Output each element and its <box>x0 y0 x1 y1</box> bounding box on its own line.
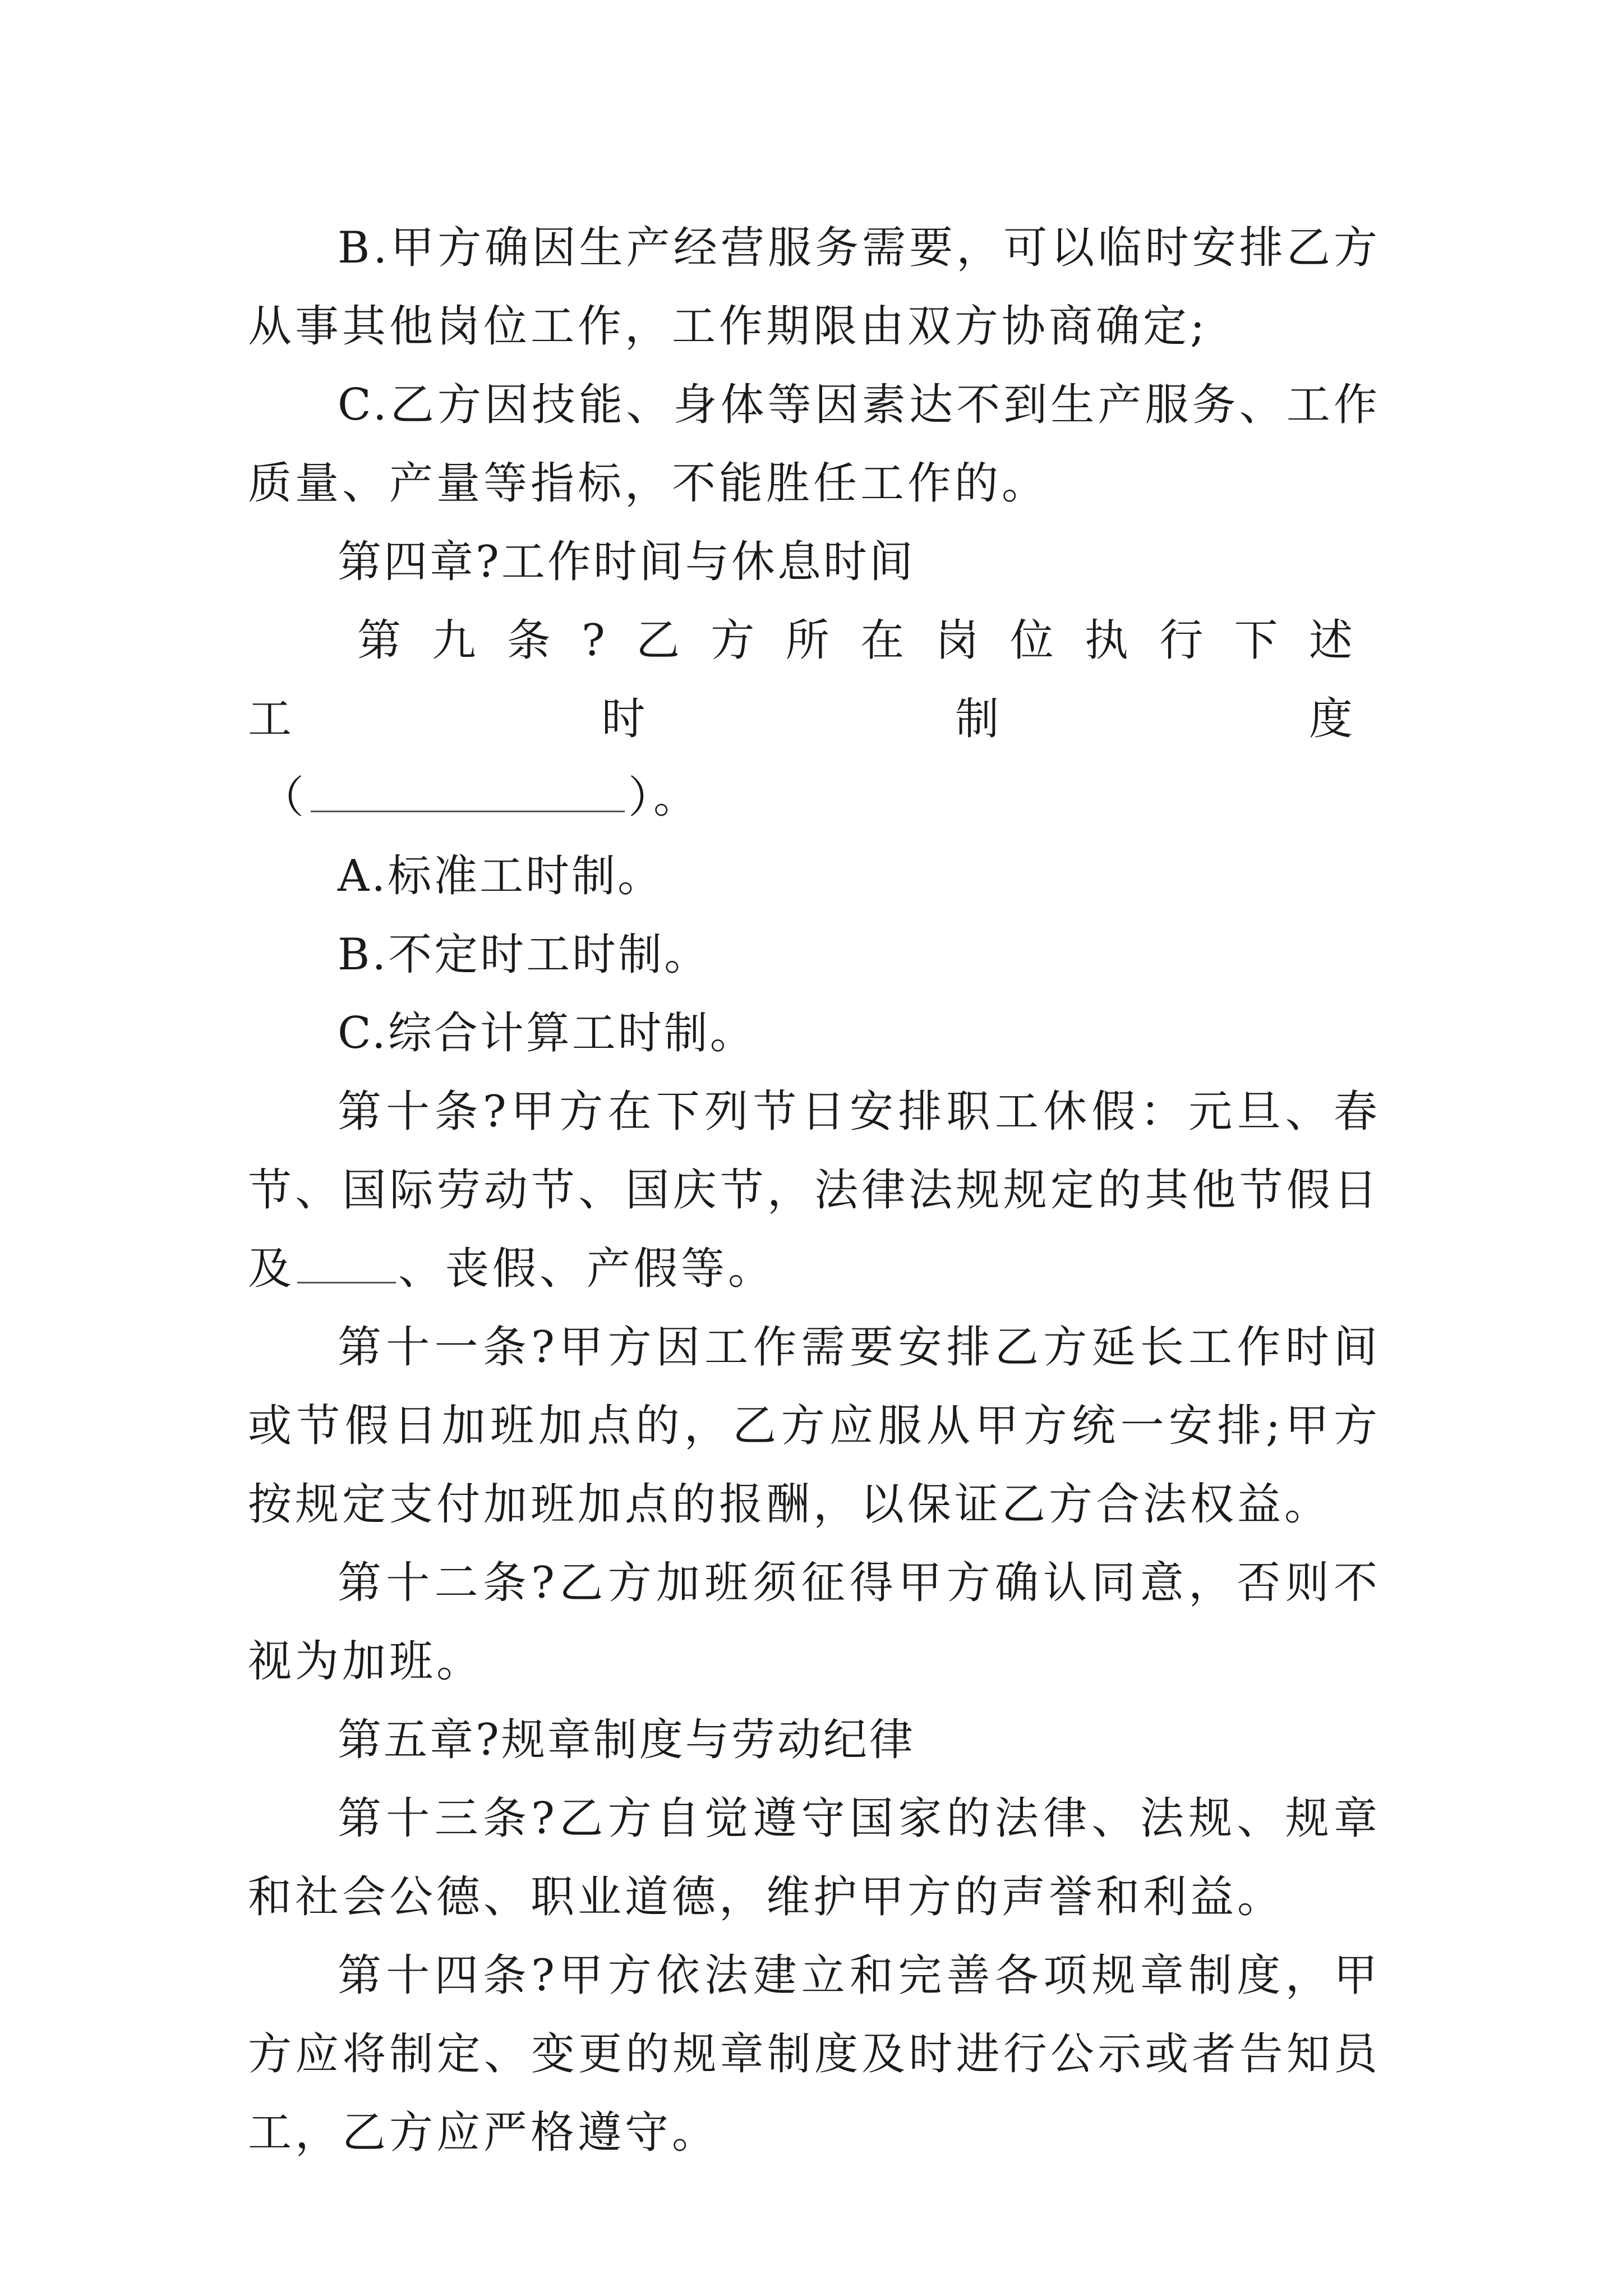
chapter-5-heading: 第五章?规章制度与劳动纪律 <box>338 1715 915 1765</box>
article-14-rules: 第十四条?甲方依法建立和完善各项规章制度，甲方应将制定、变更的规章制度及时进行公示或者告知员工，乙方应严格遵守。 <box>248 1950 1381 2158</box>
article-11-overtime: 第十一条?甲方因工作需要安排乙方延长工作时间或节假日加班加点的，乙方应服从甲方统一安排;甲方按规定支付加班加点的报酬，以保证乙方合法权益。 <box>248 1322 1381 1530</box>
article-10-holidays <box>248 1073 1381 1308</box>
chapter-4-heading: 第四章?工作时间与休息时间 <box>338 537 915 587</box>
open-paren: （ <box>260 772 308 823</box>
working-hours-blank <box>311 776 625 812</box>
document-body <box>248 209 1381 2172</box>
article-9-blank-line <box>248 758 1381 837</box>
option-c-comprehensive-hours: C.综合计算工时制。 <box>338 1008 756 1059</box>
clause-c-incompetence: C.乙方因技能、身体等因素达不到生产服务、工作质量、产量等指标，不能胜任工作的。 <box>248 380 1381 509</box>
article-13-compliance: 第十三条?乙方自觉遵守国家的法律、法规、规章和社会公德、职业道德，维护甲方的声誉和利益。 <box>248 1793 1381 1922</box>
clause-b-temporary-assignment: B.甲方确因生产经营服务需要，可以临时安排乙方从事其他岗位工作，工作期限由双方协商确定; <box>248 223 1381 352</box>
option-a-standard-hours: A.标准工时制。 <box>338 851 664 901</box>
close-paren: ）。 <box>628 772 701 823</box>
holiday-blank <box>297 1247 396 1283</box>
article-10-tail: 、丧假、产假等。 <box>398 1244 776 1294</box>
article-12-overtime-approval: 第十二条?乙方加班须征得甲方确认同意，否则不视为加班。 <box>248 1558 1381 1687</box>
article-9-heading: 第九条?乙方所在岗位执行下述工时制度 <box>248 615 1381 744</box>
article-10-text: 第十条?甲方在下列节日安排职工休假：元旦、春节、国际劳动节、国庆节，法律法规规定的其他节假日及 <box>248 1087 1381 1294</box>
option-b-flexible-hours: B.不定时工时制。 <box>338 930 711 980</box>
